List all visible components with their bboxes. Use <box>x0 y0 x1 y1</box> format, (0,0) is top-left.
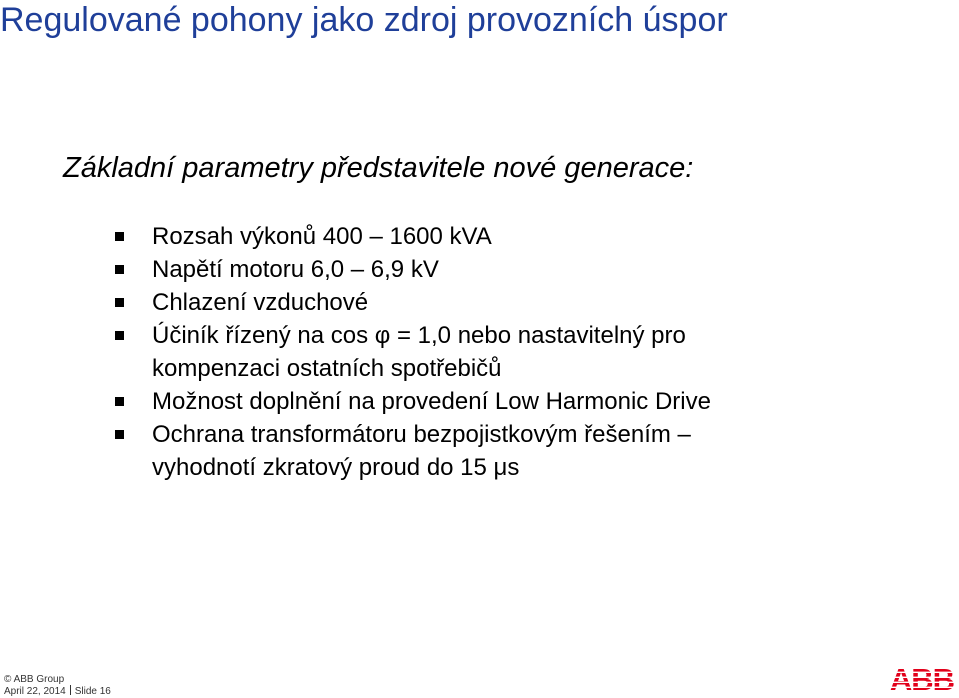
footer-meta <box>4 685 111 698</box>
bullet-text: Napětí motoru 6,0 – 6,9 kV <box>152 256 439 283</box>
bullet-text: Chlazení vzduchové <box>152 289 369 316</box>
bullet-item-power-factor <box>115 319 875 385</box>
square-bullet-icon <box>115 298 124 307</box>
square-bullet-icon <box>115 397 124 406</box>
bullet-item-low-harmonic <box>115 385 875 418</box>
square-bullet-icon <box>115 232 124 241</box>
bullet-text: Možnost doplnění na provedení Low Harmonic Drive <box>152 388 711 415</box>
square-bullet-icon <box>115 331 124 340</box>
bullet-item-transformer-protection <box>115 418 875 484</box>
bullet-text-line: kompenzaci ostatních spotřebičů <box>152 355 502 382</box>
square-bullet-icon <box>115 430 124 439</box>
footer-slide-number: Slide 16 <box>74 686 111 697</box>
bullet-text: Rozsah výkonů 400 – 1600 kVA <box>152 223 492 250</box>
bullet-text-line: Účiník řízený na cos φ = 1,0 nebo nastavitelný pro <box>152 322 686 349</box>
bullet-list <box>115 220 875 484</box>
bullet-text-line: vyhodnotí zkratový proud do 15 μs <box>152 454 520 481</box>
abb-logo-icon <box>888 663 956 693</box>
square-bullet-icon <box>115 265 124 274</box>
footer-date: April 22, 2014 <box>4 686 66 697</box>
bullet-item-motor-voltage <box>115 253 875 286</box>
footer-separator <box>70 685 71 695</box>
bullet-text-line: Ochrana transformátoru bezpojistkovým řešením – <box>152 421 691 448</box>
slide-subtitle: Základní parametry představitele nové generace: <box>63 152 694 184</box>
footer-copyright: © ABB Group <box>4 674 65 685</box>
bullet-item-cooling <box>115 286 875 319</box>
bullet-item-power-range <box>115 220 875 253</box>
slide-title: Regulované pohony jako zdroj provozních úspor <box>0 1 728 39</box>
logo-text: ABB <box>889 663 955 693</box>
